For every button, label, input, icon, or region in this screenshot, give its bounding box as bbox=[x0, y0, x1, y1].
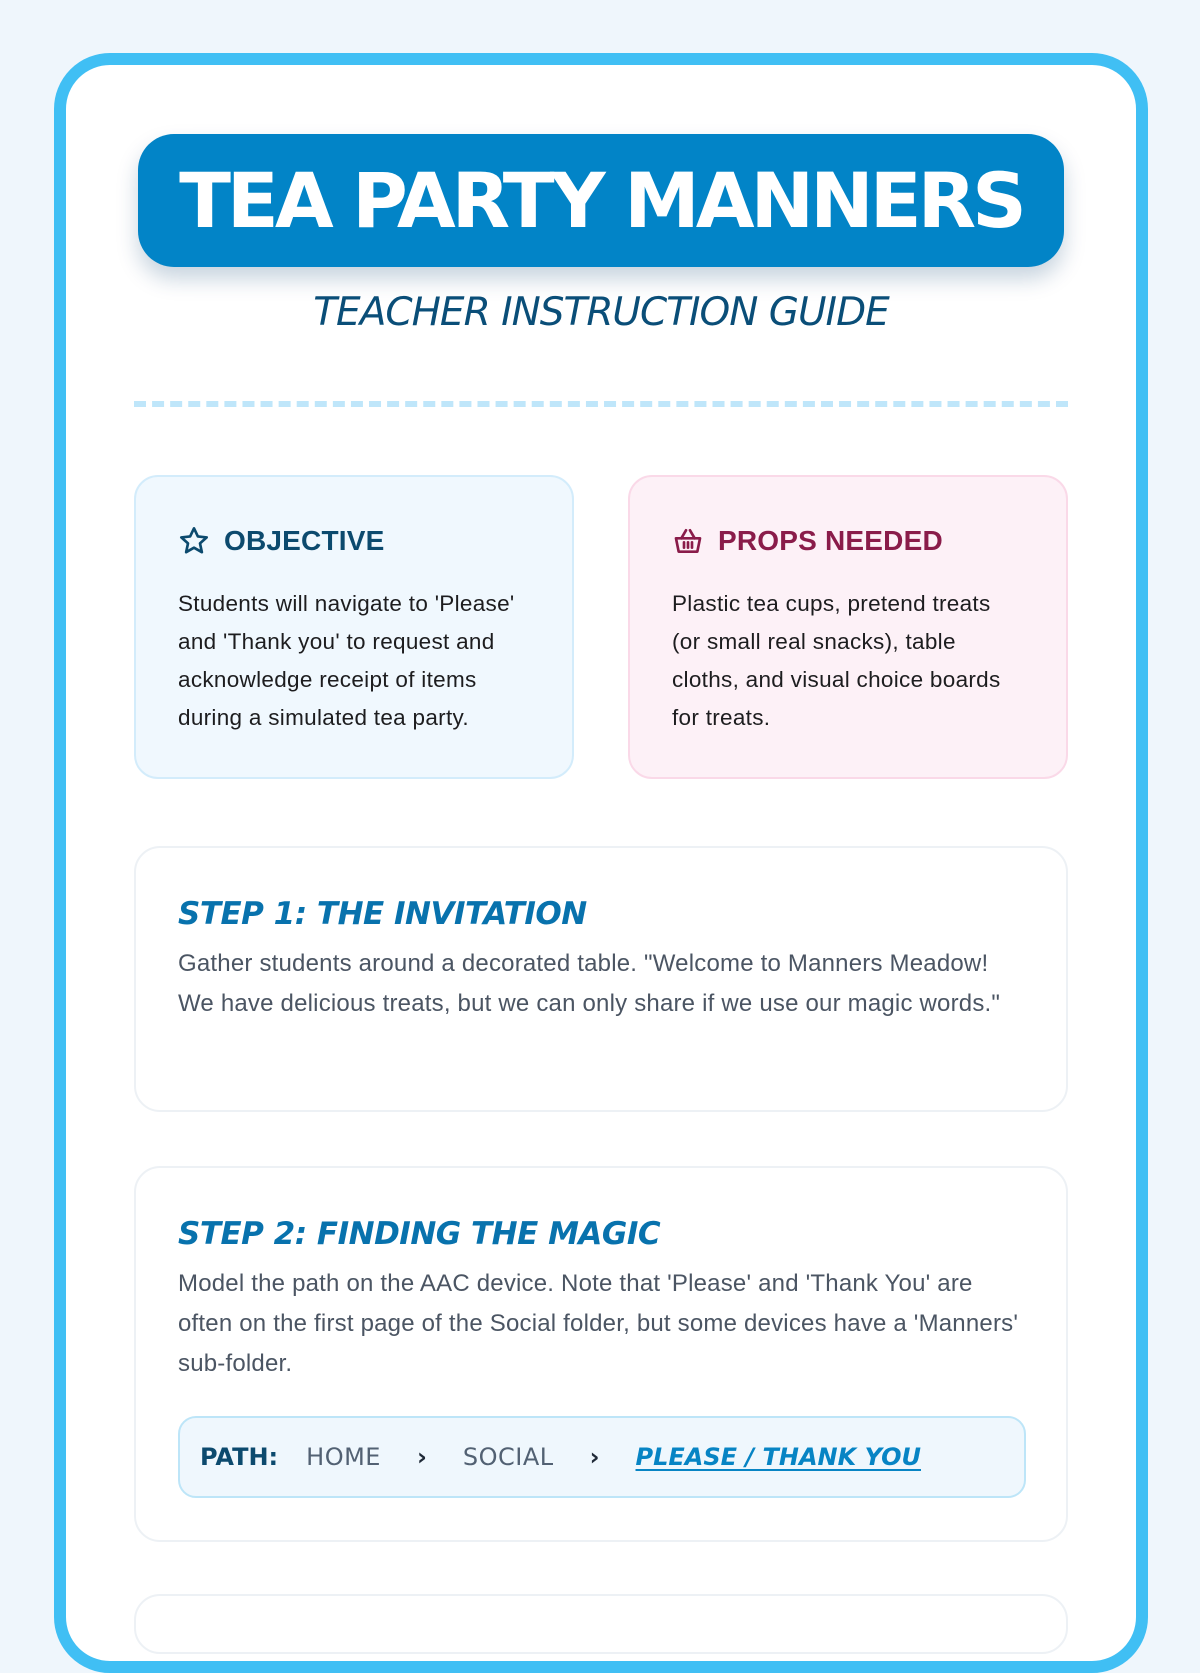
star-icon bbox=[178, 525, 210, 557]
step-2-heading: STEP 2: FINDING THE MAGIC bbox=[178, 1216, 661, 1252]
step-card-2 bbox=[134, 1166, 1068, 1542]
objective-heading: OBJECTIVE bbox=[224, 525, 385, 556]
step-2-text: Model the path on the AAC device. Note that 'Please' and 'Thank You' are often on the first page of the Social folder, but some devices have a 'Manners' sub-folder. bbox=[178, 1270, 1019, 1377]
title-banner bbox=[138, 134, 1064, 267]
step-1-heading: STEP 1: THE INVITATION bbox=[178, 896, 587, 932]
aac-path-breadcrumb bbox=[178, 1416, 1026, 1498]
path-item-current[interactable]: PLEASE / THANK YOU bbox=[635, 1443, 921, 1471]
path-label: PATH: bbox=[200, 1443, 279, 1471]
chevron-right-icon: › bbox=[416, 1443, 427, 1471]
props-text: Plastic tea cups, pretend treats (or small real snacks), table cloths, and visual choice boards for treats. bbox=[672, 591, 1001, 730]
path-item-social: SOCIAL bbox=[462, 1443, 554, 1471]
props-card bbox=[628, 475, 1068, 779]
objective-card bbox=[134, 475, 574, 779]
step-card-3 bbox=[134, 1594, 1068, 1654]
page-subtitle: TEACHER INSTRUCTION GUIDE bbox=[313, 290, 889, 335]
chevron-right-icon: › bbox=[589, 1443, 600, 1471]
objective-text: Students will navigate to 'Please' and 'Thank you' to request and acknowledge receipt of items during a simulated tea party. bbox=[178, 591, 515, 730]
page-title: TEA PARTY MANNERS bbox=[179, 156, 1023, 245]
step-card-1 bbox=[134, 846, 1068, 1112]
step-1-text: Gather students around a decorated table. "Welcome to Manners Meadow! We have delicious treats, but we can only share if we use our magic words." bbox=[178, 950, 1001, 1017]
basket-icon bbox=[672, 525, 704, 557]
path-item-home: HOME bbox=[306, 1443, 381, 1471]
dashed-divider bbox=[134, 401, 1068, 407]
props-heading: PROPS NEEDED bbox=[718, 525, 943, 556]
